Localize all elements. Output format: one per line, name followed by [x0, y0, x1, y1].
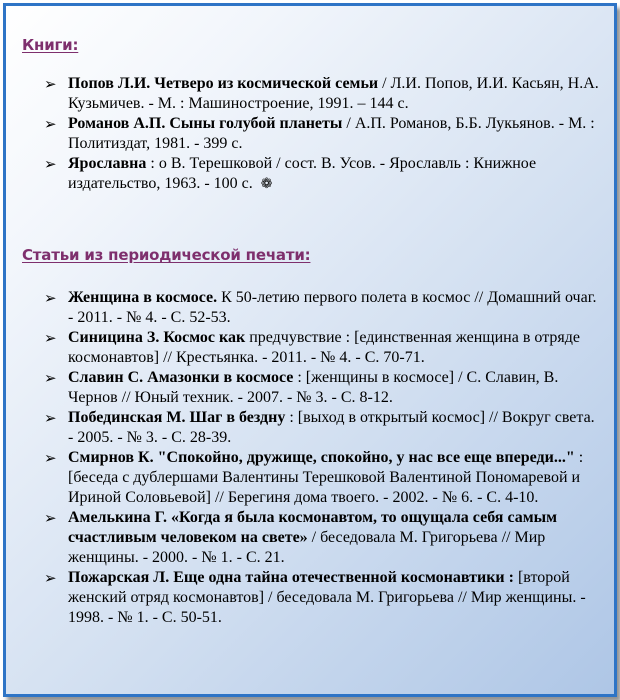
arrow-bullet-icon: ➢ — [44, 509, 57, 527]
book-entry — [6, 154, 600, 194]
arrow-bullet-icon: ➢ — [44, 369, 57, 387]
entry-title: Женщина в космосе. — [68, 289, 218, 306]
entry-title: Славин С. Амазонки в космосе — [68, 369, 294, 386]
arrow-bullet-icon: ➢ — [44, 409, 57, 427]
books-list — [6, 74, 600, 194]
article-entry — [6, 448, 600, 508]
entry-details: : [беседа с дублершами Валентины Терешковой Валентиной Пономаревой и Ириной Соловьевой] // Берегиня дома твоего. - 2002. - № 6. - С. 4-10. — [68, 449, 584, 506]
entry-title: Пожарская Л. Еще одна тайна отечественной космонавтики : — [68, 569, 514, 586]
arrow-bullet-icon: ➢ — [44, 449, 57, 467]
article-entry — [6, 508, 600, 568]
bibliography-panel — [3, 3, 617, 697]
entry-details: : [выход в открытый космос] // Вокруг света. - 2005. - № 3. - С. 28-39. — [68, 409, 595, 446]
arrow-bullet-icon: ➢ — [44, 289, 57, 307]
article-entry — [6, 288, 600, 328]
entry-title: Ярославна — [68, 155, 147, 172]
arrow-bullet-icon: ➢ — [44, 155, 57, 173]
books-heading: Книги: — [22, 36, 79, 54]
entry-details: К 50-летию первого полета в космос // Домашний очаг. - 2011. - № 4. - С. 52-53. — [68, 289, 597, 326]
book-entry — [6, 114, 600, 154]
flower-ornament-icon: ❁ — [260, 176, 273, 192]
article-entry — [6, 368, 600, 408]
entry-title: Синицина З. Космос как — [68, 329, 246, 346]
entry-details: / беседовала М. Григорьева // Мир женщины. - 2000. - № 1. - С. 21. — [68, 529, 546, 566]
entry-title: Побединская М. Шаг в бездну — [68, 409, 286, 426]
entry-title: Романов А.П. Сыны голубой планеты — [68, 115, 343, 132]
articles-heading: Статьи из периодической печати: — [22, 246, 311, 264]
entry-details: [второй женский отряд космонавтов] / беседовала М. Григорьева // Мир женщины. - 1998. - № 1. - С. 50-51. — [68, 569, 586, 626]
arrow-bullet-icon: ➢ — [44, 569, 57, 587]
article-entry — [6, 568, 600, 628]
entry-details: : [женщины в космосе] / С. Славин, В. Чернов // Юный техник. - 2007. - № 3. - С. 8-12. — [68, 369, 559, 406]
entry-title: Смирнов К. "Спокойно, дружище, спокойно, у нас все еще впереди..." — [68, 449, 575, 466]
entry-title: Амелькина Г. «Когда я была космонавтом, то ощущала себя самым счастливым человеком на свете» — [68, 509, 558, 546]
arrow-bullet-icon: ➢ — [44, 115, 57, 133]
articles-list — [6, 288, 600, 628]
article-entry — [6, 328, 600, 368]
entry-details: / А.П. Романов, Б.Б. Лукьянов. - М. : Политиздат, 1981. - 399 с. — [68, 115, 595, 152]
entry-details: : о В. Терешковой / сост. В. Усов. - Ярославль : Книжное издательство, 1963. - 100 с. — [68, 155, 537, 192]
arrow-bullet-icon: ➢ — [44, 75, 57, 93]
entry-details: предчувствие : [единственная женщина в отряде космонавтов] // Крестьянка. - 2011. - № 4. - С. 70-71. — [68, 329, 580, 366]
entry-title: Попов Л.И. Четверо из космической семьи — [68, 75, 379, 92]
article-entry — [6, 408, 600, 448]
arrow-bullet-icon: ➢ — [44, 329, 57, 347]
entry-details: / Л.И. Попов, И.И. Касьян, Н.А. Кузьмичев. - М. : Машиностроение, 1991. – 144 с. — [68, 75, 599, 112]
book-entry — [6, 74, 600, 114]
